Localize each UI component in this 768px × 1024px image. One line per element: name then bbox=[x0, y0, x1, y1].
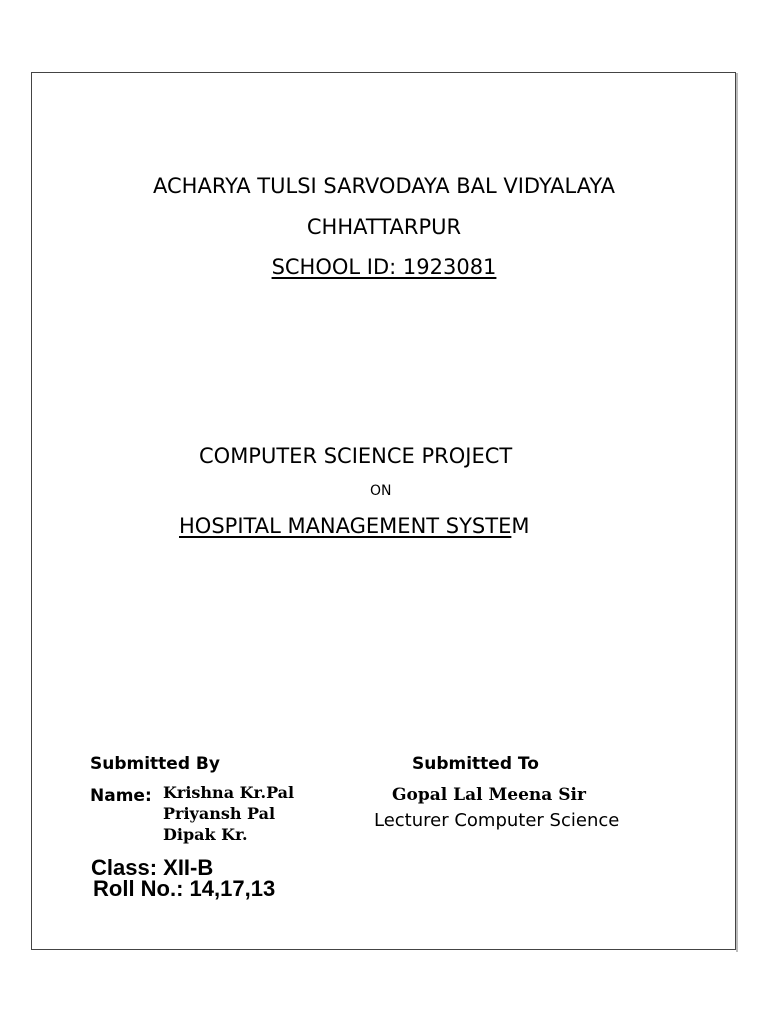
name-label: Name: bbox=[90, 786, 152, 806]
student-name: Priyansh Pal bbox=[163, 804, 276, 823]
roll-line: Roll No.: 14,17,13 bbox=[93, 876, 276, 901]
project-title-rest: M bbox=[511, 514, 530, 538]
teacher-name: Gopal Lal Meena Sir bbox=[392, 785, 586, 805]
on-label: ON bbox=[370, 483, 392, 499]
school-city: CHHATTARPUR bbox=[306, 215, 462, 239]
project-title bbox=[179, 516, 530, 537]
teacher-designation: Lecturer Computer Science bbox=[374, 810, 620, 831]
student-name: Krishna Kr.Pal bbox=[163, 783, 295, 802]
school-id-text: SCHOOL ID: 1923081 bbox=[271, 255, 497, 279]
school-name: ACHARYA TULSI SARVODAYA BAL VIDYALAYA bbox=[153, 174, 615, 198]
student-name: Dipak Kr. bbox=[163, 825, 248, 844]
project-title-underlined: HOSPITAL MANAGEMENT SYSTE bbox=[179, 514, 512, 538]
class-line: Class: XII-B bbox=[91, 855, 214, 880]
project-label: COMPUTER SCIENCE PROJECT bbox=[199, 444, 513, 468]
submitted-to-heading: Submitted To bbox=[412, 754, 539, 774]
submitted-by-heading: Submitted By bbox=[90, 754, 220, 774]
school-id bbox=[0, 257, 768, 278]
